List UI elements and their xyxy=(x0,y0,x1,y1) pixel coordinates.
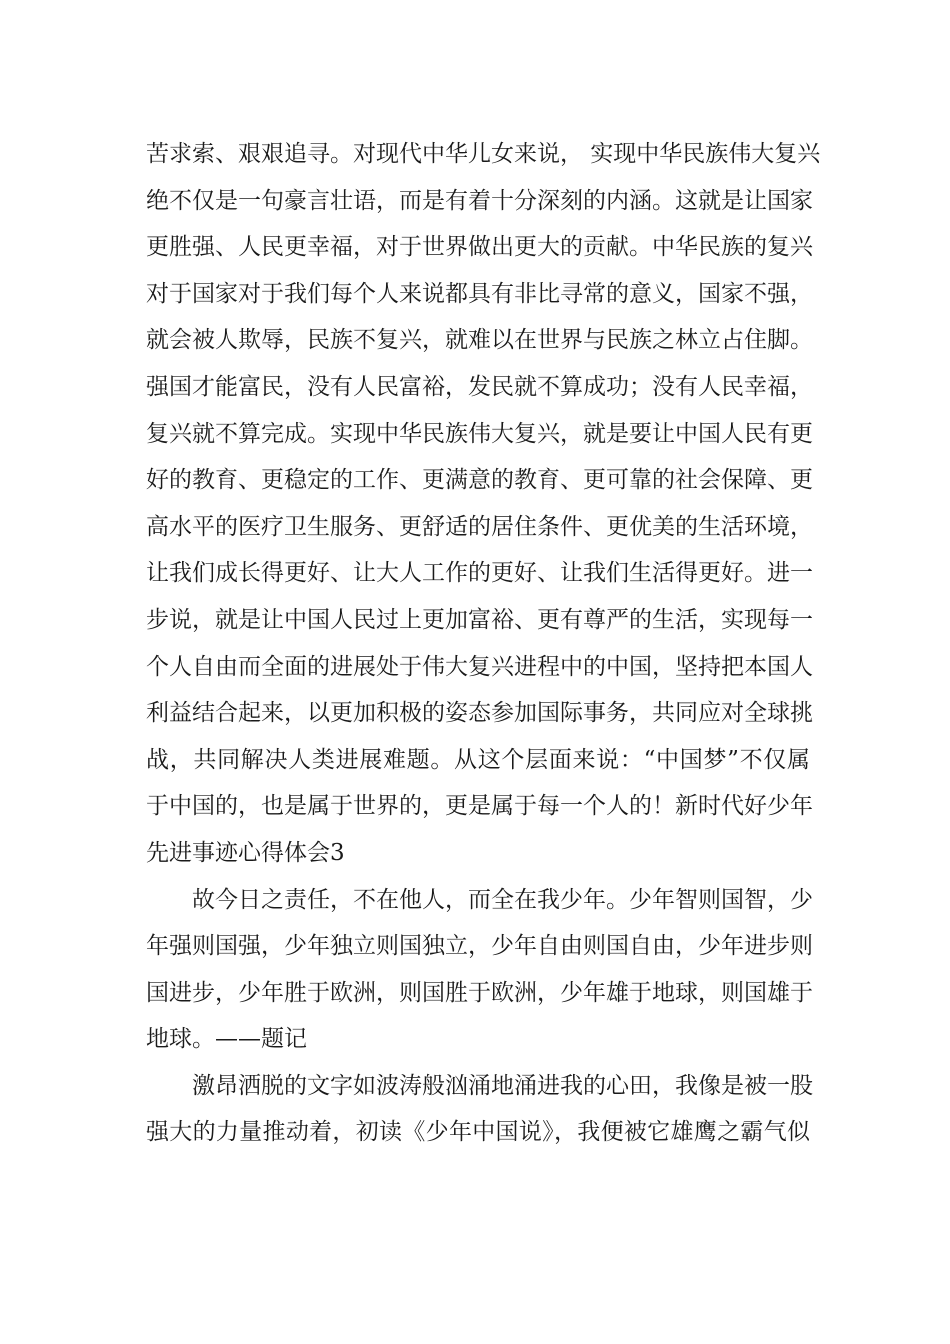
text-line: 国进步，少年胜于欧洲，则国胜于欧洲，少年雄于地球，则国雄于 xyxy=(146,979,813,1006)
text-line: 绝不仅是一句豪言壮语，而是有着十分深刻的内涵。这就是让国家 xyxy=(146,187,813,214)
text-line: 战，共同解决人类进展难题。从这个层面来说：“中国梦”不仅属 xyxy=(146,746,810,773)
text-line: 强大的力量推动着，初读《少年中国说》，我便被它雄鹰之霸气似 xyxy=(146,1119,810,1146)
paragraph-1 xyxy=(146,131,821,877)
text-line: 复兴就不算完成。实现中华民族伟大复兴，就是要让中国人民有更 xyxy=(146,420,813,447)
text-line: 地球。——题记 xyxy=(146,1026,307,1053)
document-body xyxy=(146,131,821,1156)
text-line: 好的教育、更稳定的工作、更满意的教育、更可靠的社会保障、更 xyxy=(146,467,813,494)
text-line: 激昂洒脱的文字如波涛般汹涌地涌进我的心田，我像是被一股 xyxy=(192,1072,813,1099)
text-line: 更胜强、人民更幸福，对于世界做出更大的贡献。中华民族的复兴 xyxy=(146,234,813,261)
text-line: 年强则国强，少年独立则国独立，少年自由则国自由，少年进步则 xyxy=(146,933,813,960)
text-line: 让我们成长得更好、让大人工作的更好、让我们生活得更好。进一 xyxy=(146,560,813,587)
paragraph-2 xyxy=(146,877,813,1063)
paragraph-3 xyxy=(146,1063,813,1156)
text-line: 苦求索、艰艰追寻。对现代中华儿女来说， 实现中华民族伟大复兴 xyxy=(146,141,821,167)
text-line: 故今日之责任，不在他人，而全在我少年。少年智则国智，少 xyxy=(192,886,813,913)
text-line: 强国才能富民，没有人民富裕，发民就不算成功；没有人民幸福， xyxy=(146,373,813,400)
section-title-line: 先进事迹心得体会3 xyxy=(146,839,345,866)
text-line: 高水平的医疗卫生服务、更舒适的居住条件、更优美的生活环境， xyxy=(146,513,813,540)
text-line: 个人自由而全面的进展处于伟大复兴进程中的中国，坚持把本国人 xyxy=(146,653,813,680)
text-line: 就会被人欺辱，民族不复兴，就难以在世界与民族之林立占住脚。 xyxy=(146,327,813,354)
text-line: 对于国家对于我们每个人来说都具有非比寻常的意义，国家不强， xyxy=(146,280,813,307)
text-line: 利益结合起来，以更加积极的姿态参加国际事务，共同应对全球挑 xyxy=(146,700,813,727)
text-line: 步说，就是让中国人民过上更加富裕、更有尊严的生活，实现每一 xyxy=(146,606,813,633)
text-line: 于中国的，也是属于世界的，更是属于每一个人的！新时代好少年 xyxy=(146,793,813,820)
